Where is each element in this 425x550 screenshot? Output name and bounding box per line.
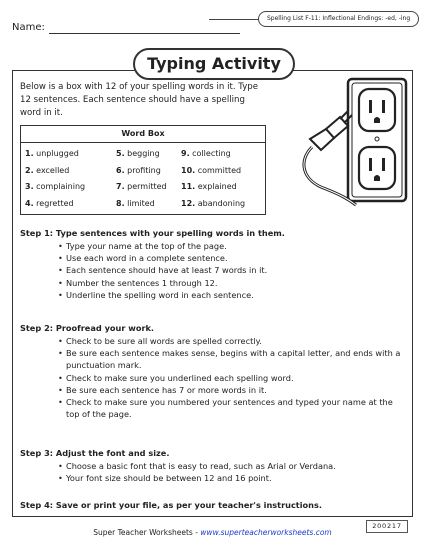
- word-item: 4. regretted: [25, 198, 74, 208]
- spelling-list-label: Spelling List F-11: Inflectional Endings: -ed, -ing: [258, 11, 419, 27]
- word-column-2: [116, 146, 167, 212]
- step-1-title: Step 1: Type sentences with your spelling words in them.: [20, 228, 285, 238]
- footer-url[interactable]: www.superteacherworksheets.com: [200, 528, 332, 537]
- list-item: • Check to be sure all words are spelled correctly.: [58, 335, 408, 347]
- step-4-title: Step 4: Save or print your file, as per your teacher's instructions.: [20, 500, 322, 510]
- list-item: • Check to make sure you numbered your sentences and typed your name at the top of the page.: [58, 396, 408, 420]
- list-item: • Use each word in a complete sentence.: [58, 252, 408, 264]
- footer: [0, 528, 425, 537]
- word-item: 10. committed: [181, 165, 242, 175]
- list-item: • Each sentence should have at least 7 words in it.: [58, 264, 408, 276]
- list-item: • Be sure each sentence has 7 or more words in it.: [58, 384, 408, 396]
- word-item: 2. excelled: [25, 165, 70, 175]
- word-item: 8. limited: [116, 198, 155, 208]
- list-item: • Be sure each sentence makes sense, begins with a capital letter, and ends with a punctuation mark.: [58, 347, 408, 371]
- intro-text: Below is a box with 12 of your spelling words in it. Type 12 sentences. Each sentence should have a spelling word in it.: [20, 82, 259, 118]
- word-item: 1. unplugged: [25, 149, 79, 158]
- name-label: Name:: [12, 22, 45, 33]
- outlet-plug-illustration: [296, 77, 411, 207]
- step-2-title: Step 2: Proofread your work.: [20, 323, 155, 333]
- word-box: [20, 125, 266, 215]
- word-item: 5. begging: [116, 149, 160, 158]
- list-item: • Type your name at the top of the page.: [58, 240, 408, 252]
- word-item: 7. permitted: [116, 182, 167, 191]
- list-item: • Number the sentences 1 through 12.: [58, 277, 408, 289]
- word-item: 11. explained: [181, 182, 237, 191]
- word-item: 3. complaining: [25, 182, 86, 191]
- step-1-list: [58, 240, 408, 301]
- word-item: 12. abandoning: [181, 198, 246, 208]
- list-item: • Underline the spelling word in each sentence.: [58, 289, 408, 301]
- worksheet-code: 200217: [366, 520, 408, 533]
- name-line: [49, 33, 240, 34]
- page-title: Typing Activity: [133, 48, 295, 80]
- word-column-1: [25, 146, 85, 212]
- list-item: • Choose a basic font that is easy to read, such as Arial or Verdana.: [58, 460, 408, 472]
- word-item: 9. collecting: [181, 149, 231, 158]
- list-item: • Your font size should be between 12 and 16 point.: [58, 472, 408, 484]
- list-item: • Check to make sure you underlined each spelling word.: [58, 372, 408, 384]
- word-item: 6. profiting: [116, 165, 161, 175]
- step-2-list: [58, 335, 408, 420]
- word-column-3: [181, 146, 245, 212]
- footer-text: Super Teacher Worksheets -: [93, 528, 201, 537]
- step-3-list: [58, 460, 408, 484]
- step-3-title: Step 3: Adjust the font and size.: [20, 448, 170, 458]
- word-box-title: Word Box: [21, 126, 265, 143]
